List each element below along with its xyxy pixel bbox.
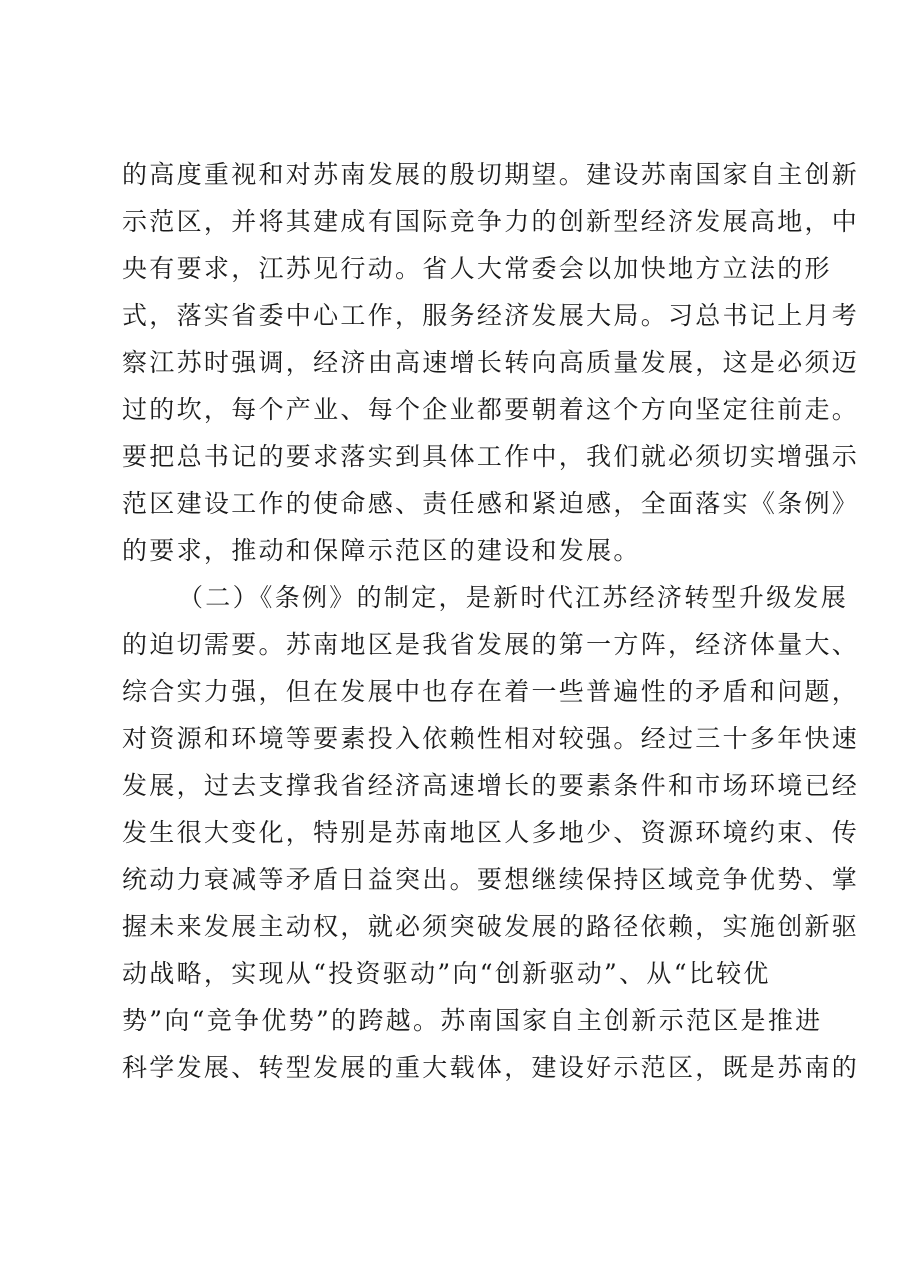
text-line: 综合实力强，但在发展中也存在着一些普遍性的矛盾和问题， bbox=[122, 677, 860, 706]
paragraph-start-line: （二）《条例》的制定，是新时代江苏经济转型升级发展 bbox=[178, 583, 849, 612]
text-line: 发展，过去支撑我省经济高速增长的要素条件和市场环境已经 bbox=[122, 771, 860, 800]
text-line: 范区建设工作的使命感、责任感和紧迫感，全面落实《条例》 bbox=[122, 489, 860, 518]
text-line: 的要求，推动和保障示范区的建设和发展。 bbox=[122, 536, 641, 565]
text-line: 动战略，实现从“投资驱动”向“创新驱动”、从“比较优 bbox=[122, 959, 771, 988]
text-line: 示范区，并将其建成有国际竞争力的创新型经济发展高地，中 bbox=[122, 207, 860, 236]
text-line: 察江苏时强调，经济由高速增长转向高质量发展，这是必须迈 bbox=[122, 348, 860, 377]
text-line: 对资源和环境等要素投入依赖性相对较强。经过三十多年快速 bbox=[122, 724, 860, 753]
text-line: 握未来发展主动权，就必须突破发展的路径依赖，实施创新驱 bbox=[122, 912, 860, 941]
text-line: 的迫切需要。苏南地区是我省发展的第一方阵，经济体量大、 bbox=[122, 630, 860, 659]
text-line: 央有要求，江苏见行动。省人大常委会以加快地方立法的形 bbox=[122, 254, 832, 283]
text-line: 统动力衰减等矛盾日益突出。要想继续保持区域竞争优势、掌 bbox=[122, 865, 860, 894]
text-line: 式，落实省委中心工作，服务经济发展大局。习总书记上月考 bbox=[122, 301, 860, 330]
text-line: 过的坎，每个产业、每个企业都要朝着这个方向坚定往前走。 bbox=[122, 395, 860, 424]
text-line: 势”向“竞争优势”的跨越。苏南国家自主创新示范区是推进 bbox=[122, 1006, 823, 1035]
text-line: 要把总书记的要求落实到具体工作中，我们就必须切实增强示 bbox=[122, 442, 860, 471]
text-line: 的高度重视和对苏南发展的殷切期望。建设苏南国家自主创新 bbox=[122, 160, 860, 189]
text-line: 科学发展、转型发展的重大载体，建设好示范区，既是苏南的 bbox=[122, 1053, 860, 1082]
text-line: 发生很大变化，特别是苏南地区人多地少、资源环境约束、传 bbox=[122, 818, 860, 847]
